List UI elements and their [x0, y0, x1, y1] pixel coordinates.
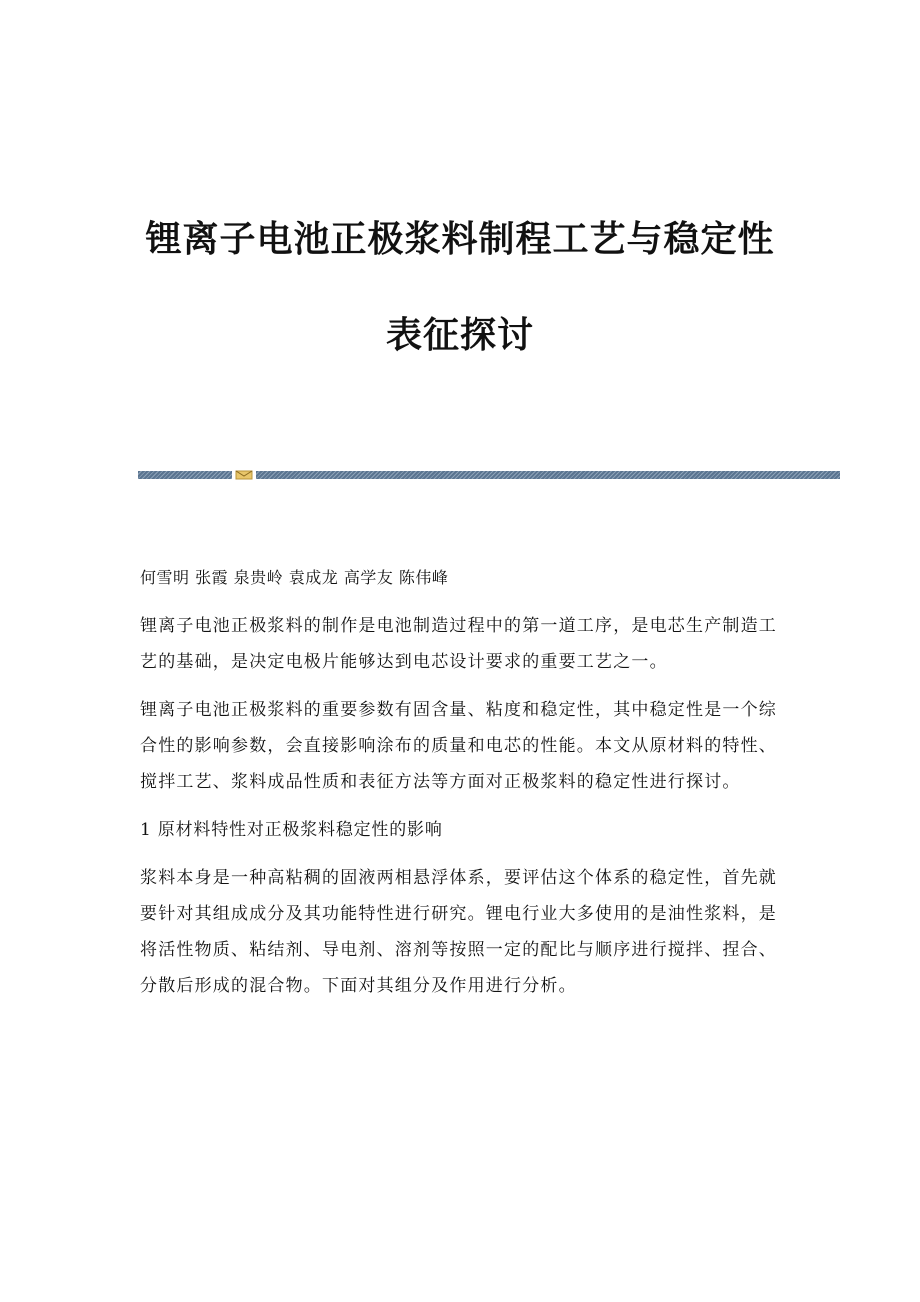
document-title-line-2: 表征探讨 — [385, 315, 534, 356]
divider-bar-left — [138, 471, 232, 479]
section-heading: 1 原材料特性对正极浆料稳定性的影响 — [140, 820, 443, 840]
author-list: 何雪明 张霞 泉贵岭 袁成龙 高学友 陈伟峰 — [140, 568, 449, 587]
document-title-line-1: 锂离子电池正极浆料制程工艺与稳定性 — [145, 219, 775, 260]
envelope-ornament-icon — [235, 470, 253, 480]
document-body — [140, 560, 780, 1016]
divider-bar-right — [256, 471, 840, 479]
abstract-paragraph-2: 锂离子电池正极浆料的重要参数有固含量、粘度和稳定性，其中稳定性是一个综合性的影响参数，会直接影响涂布的质量和电芯的性能。本文从原材料的特性、搅拌工艺、浆料成品性质和表征方法等方面对正极浆料的稳定性进行探讨。 — [140, 700, 777, 792]
abstract-paragraph-1: 锂离子电池正极浆料的制作是电池制造过程中的第一道工序，是电芯生产制造工艺的基础，是决定电极片能够达到电芯设计要求的重要工艺之一。 — [140, 616, 777, 672]
title-divider — [138, 470, 840, 480]
section-paragraph: 浆料本身是一种高粘稠的固液两相悬浮体系，要评估这个体系的稳定性，首先就要针对其组成成分及其功能特性进行研究。锂电行业大多使用的是油性浆料，是将活性物质、粘结剂、导电剂、溶剂等按照一定的配比与顺序进行搅拌、捏合、分散后形成的混合物。下面对其组分及作用进行分析。 — [140, 868, 777, 996]
